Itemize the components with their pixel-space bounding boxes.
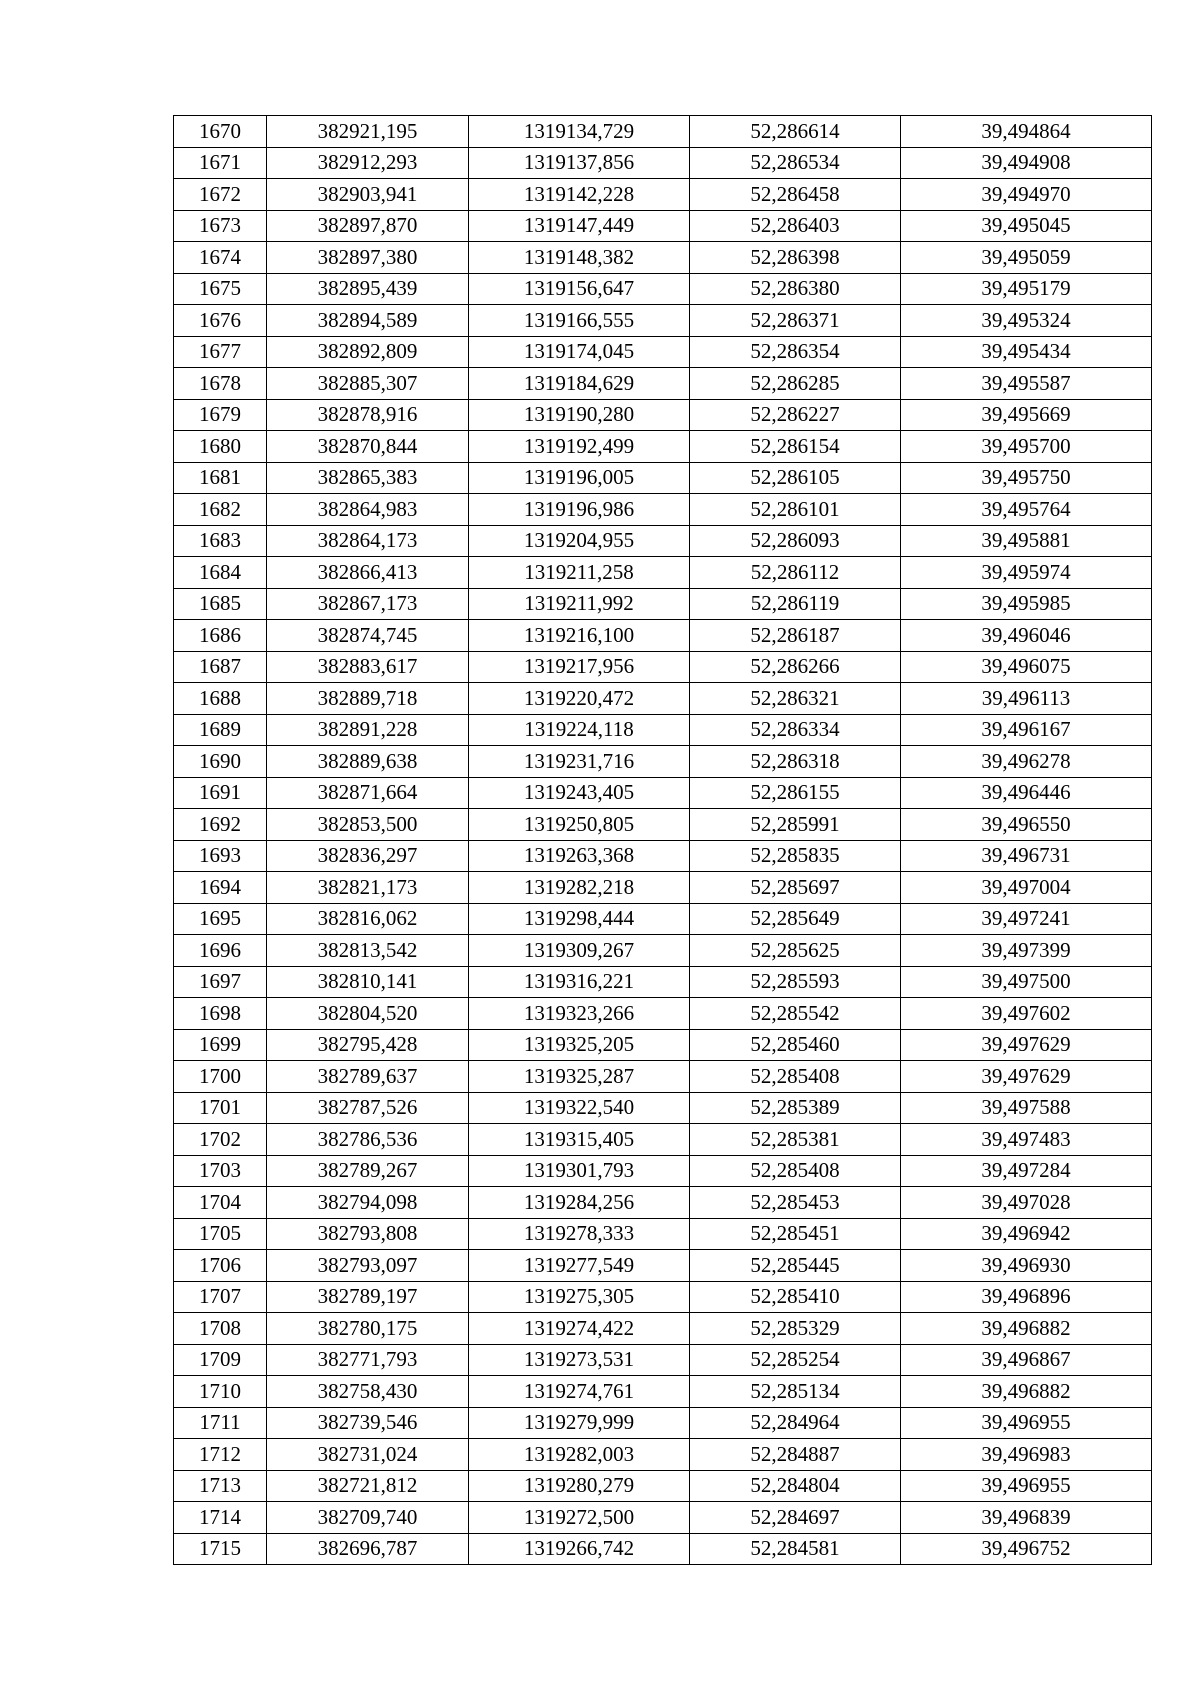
latitude-cell: 52,286614 — [690, 116, 901, 148]
latitude-cell: 52,285408 — [690, 1155, 901, 1187]
x-coordinate-cell: 382816,062 — [267, 903, 469, 935]
latitude-cell: 52,285381 — [690, 1124, 901, 1156]
y-coordinate-cell: 1319284,256 — [469, 1187, 690, 1219]
latitude-cell: 52,286154 — [690, 431, 901, 463]
table-row — [174, 872, 1152, 904]
longitude-cell: 39,496278 — [901, 746, 1152, 778]
longitude-cell: 39,496867 — [901, 1344, 1152, 1376]
x-coordinate-cell: 382867,173 — [267, 588, 469, 620]
latitude-cell: 52,285329 — [690, 1313, 901, 1345]
x-coordinate-cell: 382891,228 — [267, 714, 469, 746]
point-number-cell: 1714 — [174, 1502, 267, 1534]
longitude-cell: 39,497602 — [901, 998, 1152, 1030]
y-coordinate-cell: 1319301,793 — [469, 1155, 690, 1187]
table-row — [174, 1502, 1152, 1534]
y-coordinate-cell: 1319273,531 — [469, 1344, 690, 1376]
latitude-cell: 52,286119 — [690, 588, 901, 620]
latitude-cell: 52,285445 — [690, 1250, 901, 1282]
table-row — [174, 1470, 1152, 1502]
table-row — [174, 462, 1152, 494]
longitude-cell: 39,496446 — [901, 777, 1152, 809]
point-number-cell: 1681 — [174, 462, 267, 494]
latitude-cell: 52,286380 — [690, 273, 901, 305]
point-number-cell: 1682 — [174, 494, 267, 526]
table-row — [174, 1029, 1152, 1061]
longitude-cell: 39,496882 — [901, 1313, 1152, 1345]
table-row — [174, 273, 1152, 305]
y-coordinate-cell: 1319190,280 — [469, 399, 690, 431]
table-row — [174, 903, 1152, 935]
y-coordinate-cell: 1319275,305 — [469, 1281, 690, 1313]
latitude-cell: 52,285542 — [690, 998, 901, 1030]
point-number-cell: 1686 — [174, 620, 267, 652]
y-coordinate-cell: 1319277,549 — [469, 1250, 690, 1282]
y-coordinate-cell: 1319166,555 — [469, 305, 690, 337]
y-coordinate-cell: 1319192,499 — [469, 431, 690, 463]
table-row — [174, 368, 1152, 400]
y-coordinate-cell: 1319272,500 — [469, 1502, 690, 1534]
point-number-cell: 1708 — [174, 1313, 267, 1345]
point-number-cell: 1676 — [174, 305, 267, 337]
y-coordinate-cell: 1319322,540 — [469, 1092, 690, 1124]
x-coordinate-cell: 382895,439 — [267, 273, 469, 305]
x-coordinate-cell: 382696,787 — [267, 1533, 469, 1565]
point-number-cell: 1684 — [174, 557, 267, 589]
point-number-cell: 1671 — [174, 147, 267, 179]
point-number-cell: 1690 — [174, 746, 267, 778]
longitude-cell: 39,496930 — [901, 1250, 1152, 1282]
point-number-cell: 1711 — [174, 1407, 267, 1439]
latitude-cell: 52,284964 — [690, 1407, 901, 1439]
longitude-cell: 39,497399 — [901, 935, 1152, 967]
table-row — [174, 935, 1152, 967]
x-coordinate-cell: 382731,024 — [267, 1439, 469, 1471]
latitude-cell: 52,286403 — [690, 210, 901, 242]
y-coordinate-cell: 1319274,422 — [469, 1313, 690, 1345]
longitude-cell: 39,495764 — [901, 494, 1152, 526]
longitude-cell: 39,495179 — [901, 273, 1152, 305]
x-coordinate-cell: 382821,173 — [267, 872, 469, 904]
y-coordinate-cell: 1319266,742 — [469, 1533, 690, 1565]
point-number-cell: 1697 — [174, 966, 267, 998]
longitude-cell: 39,496983 — [901, 1439, 1152, 1471]
point-number-cell: 1696 — [174, 935, 267, 967]
coordinates-table — [173, 115, 1152, 1565]
latitude-cell: 52,285697 — [690, 872, 901, 904]
latitude-cell: 52,286458 — [690, 179, 901, 211]
table-row — [174, 305, 1152, 337]
longitude-cell: 39,494970 — [901, 179, 1152, 211]
y-coordinate-cell: 1319211,992 — [469, 588, 690, 620]
latitude-cell: 52,285410 — [690, 1281, 901, 1313]
x-coordinate-cell: 382866,413 — [267, 557, 469, 589]
table-row — [174, 998, 1152, 1030]
table-row — [174, 147, 1152, 179]
point-number-cell: 1691 — [174, 777, 267, 809]
x-coordinate-cell: 382878,916 — [267, 399, 469, 431]
y-coordinate-cell: 1319156,647 — [469, 273, 690, 305]
y-coordinate-cell: 1319137,856 — [469, 147, 690, 179]
y-coordinate-cell: 1319142,228 — [469, 179, 690, 211]
table-row — [174, 1439, 1152, 1471]
x-coordinate-cell: 382794,098 — [267, 1187, 469, 1219]
x-coordinate-cell: 382793,097 — [267, 1250, 469, 1282]
point-number-cell: 1679 — [174, 399, 267, 431]
latitude-cell: 52,285991 — [690, 809, 901, 841]
latitude-cell: 52,285835 — [690, 840, 901, 872]
longitude-cell: 39,496113 — [901, 683, 1152, 715]
x-coordinate-cell: 382786,536 — [267, 1124, 469, 1156]
x-coordinate-cell: 382836,297 — [267, 840, 469, 872]
longitude-cell: 39,496896 — [901, 1281, 1152, 1313]
latitude-cell: 52,285254 — [690, 1344, 901, 1376]
latitude-cell: 52,286321 — [690, 683, 901, 715]
table-row — [174, 116, 1152, 148]
x-coordinate-cell: 382865,383 — [267, 462, 469, 494]
x-coordinate-cell: 382874,745 — [267, 620, 469, 652]
point-number-cell: 1680 — [174, 431, 267, 463]
x-coordinate-cell: 382870,844 — [267, 431, 469, 463]
table-row — [174, 809, 1152, 841]
y-coordinate-cell: 1319243,405 — [469, 777, 690, 809]
x-coordinate-cell: 382789,267 — [267, 1155, 469, 1187]
longitude-cell: 39,495587 — [901, 368, 1152, 400]
y-coordinate-cell: 1319325,287 — [469, 1061, 690, 1093]
x-coordinate-cell: 382889,638 — [267, 746, 469, 778]
x-coordinate-cell: 382780,175 — [267, 1313, 469, 1345]
y-coordinate-cell: 1319211,258 — [469, 557, 690, 589]
table-row — [174, 1407, 1152, 1439]
longitude-cell: 39,496882 — [901, 1376, 1152, 1408]
latitude-cell: 52,286266 — [690, 651, 901, 683]
table-row — [174, 746, 1152, 778]
longitude-cell: 39,496550 — [901, 809, 1152, 841]
y-coordinate-cell: 1319309,267 — [469, 935, 690, 967]
table-row — [174, 1533, 1152, 1565]
latitude-cell: 52,285451 — [690, 1218, 901, 1250]
longitude-cell: 39,497284 — [901, 1155, 1152, 1187]
x-coordinate-cell: 382897,380 — [267, 242, 469, 274]
point-number-cell: 1694 — [174, 872, 267, 904]
table-row — [174, 1061, 1152, 1093]
y-coordinate-cell: 1319174,045 — [469, 336, 690, 368]
point-number-cell: 1702 — [174, 1124, 267, 1156]
y-coordinate-cell: 1319282,003 — [469, 1439, 690, 1471]
y-coordinate-cell: 1319148,382 — [469, 242, 690, 274]
point-number-cell: 1670 — [174, 116, 267, 148]
point-number-cell: 1689 — [174, 714, 267, 746]
longitude-cell: 39,496955 — [901, 1470, 1152, 1502]
latitude-cell: 52,285408 — [690, 1061, 901, 1093]
y-coordinate-cell: 1319224,118 — [469, 714, 690, 746]
point-number-cell: 1695 — [174, 903, 267, 935]
x-coordinate-cell: 382813,542 — [267, 935, 469, 967]
y-coordinate-cell: 1319278,333 — [469, 1218, 690, 1250]
x-coordinate-cell: 382853,500 — [267, 809, 469, 841]
latitude-cell: 52,286354 — [690, 336, 901, 368]
x-coordinate-cell: 382709,740 — [267, 1502, 469, 1534]
point-number-cell: 1713 — [174, 1470, 267, 1502]
x-coordinate-cell: 382793,808 — [267, 1218, 469, 1250]
x-coordinate-cell: 382871,664 — [267, 777, 469, 809]
longitude-cell: 39,497500 — [901, 966, 1152, 998]
x-coordinate-cell: 382758,430 — [267, 1376, 469, 1408]
table-row — [174, 494, 1152, 526]
longitude-cell: 39,496942 — [901, 1218, 1152, 1250]
longitude-cell: 39,495985 — [901, 588, 1152, 620]
x-coordinate-cell: 382771,793 — [267, 1344, 469, 1376]
y-coordinate-cell: 1319184,629 — [469, 368, 690, 400]
point-number-cell: 1672 — [174, 179, 267, 211]
x-coordinate-cell: 382739,546 — [267, 1407, 469, 1439]
point-number-cell: 1699 — [174, 1029, 267, 1061]
table-row — [174, 525, 1152, 557]
y-coordinate-cell: 1319250,805 — [469, 809, 690, 841]
table-row — [174, 777, 1152, 809]
y-coordinate-cell: 1319147,449 — [469, 210, 690, 242]
latitude-cell: 52,286534 — [690, 147, 901, 179]
latitude-cell: 52,284581 — [690, 1533, 901, 1565]
point-number-cell: 1683 — [174, 525, 267, 557]
point-number-cell: 1709 — [174, 1344, 267, 1376]
table-row — [174, 179, 1152, 211]
latitude-cell: 52,286101 — [690, 494, 901, 526]
longitude-cell: 39,494864 — [901, 116, 1152, 148]
point-number-cell: 1685 — [174, 588, 267, 620]
table-row — [174, 1218, 1152, 1250]
table-row — [174, 1376, 1152, 1408]
x-coordinate-cell: 382889,718 — [267, 683, 469, 715]
table-row — [174, 1250, 1152, 1282]
point-number-cell: 1673 — [174, 210, 267, 242]
table-row — [174, 1344, 1152, 1376]
y-coordinate-cell: 1319298,444 — [469, 903, 690, 935]
y-coordinate-cell: 1319204,955 — [469, 525, 690, 557]
y-coordinate-cell: 1319217,956 — [469, 651, 690, 683]
longitude-cell: 39,497241 — [901, 903, 1152, 935]
y-coordinate-cell: 1319280,279 — [469, 1470, 690, 1502]
y-coordinate-cell: 1319325,205 — [469, 1029, 690, 1061]
table-row — [174, 1155, 1152, 1187]
latitude-cell: 52,286371 — [690, 305, 901, 337]
x-coordinate-cell: 382787,526 — [267, 1092, 469, 1124]
point-number-cell: 1693 — [174, 840, 267, 872]
x-coordinate-cell: 382789,637 — [267, 1061, 469, 1093]
x-coordinate-cell: 382721,812 — [267, 1470, 469, 1502]
latitude-cell: 52,286334 — [690, 714, 901, 746]
x-coordinate-cell: 382921,195 — [267, 116, 469, 148]
point-number-cell: 1678 — [174, 368, 267, 400]
x-coordinate-cell: 382789,197 — [267, 1281, 469, 1313]
x-coordinate-cell: 382885,307 — [267, 368, 469, 400]
longitude-cell: 39,495974 — [901, 557, 1152, 589]
point-number-cell: 1692 — [174, 809, 267, 841]
y-coordinate-cell: 1319279,999 — [469, 1407, 690, 1439]
x-coordinate-cell: 382864,173 — [267, 525, 469, 557]
y-coordinate-cell: 1319274,761 — [469, 1376, 690, 1408]
point-number-cell: 1700 — [174, 1061, 267, 1093]
point-number-cell: 1677 — [174, 336, 267, 368]
point-number-cell: 1675 — [174, 273, 267, 305]
latitude-cell: 52,285453 — [690, 1187, 901, 1219]
longitude-cell: 39,497483 — [901, 1124, 1152, 1156]
longitude-cell: 39,496167 — [901, 714, 1152, 746]
latitude-cell: 52,285649 — [690, 903, 901, 935]
point-number-cell: 1705 — [174, 1218, 267, 1250]
longitude-cell: 39,495750 — [901, 462, 1152, 494]
longitude-cell: 39,497028 — [901, 1187, 1152, 1219]
latitude-cell: 52,286285 — [690, 368, 901, 400]
longitude-cell: 39,495700 — [901, 431, 1152, 463]
point-number-cell: 1688 — [174, 683, 267, 715]
latitude-cell: 52,286112 — [690, 557, 901, 589]
latitude-cell: 52,285389 — [690, 1092, 901, 1124]
x-coordinate-cell: 382810,141 — [267, 966, 469, 998]
table-row — [174, 210, 1152, 242]
longitude-cell: 39,497629 — [901, 1061, 1152, 1093]
x-coordinate-cell: 382897,870 — [267, 210, 469, 242]
table-row — [174, 399, 1152, 431]
longitude-cell: 39,497588 — [901, 1092, 1152, 1124]
latitude-cell: 52,285460 — [690, 1029, 901, 1061]
table-row — [174, 1281, 1152, 1313]
latitude-cell: 52,286187 — [690, 620, 901, 652]
point-number-cell: 1698 — [174, 998, 267, 1030]
latitude-cell: 52,285134 — [690, 1376, 901, 1408]
y-coordinate-cell: 1319196,005 — [469, 462, 690, 494]
y-coordinate-cell: 1319216,100 — [469, 620, 690, 652]
y-coordinate-cell: 1319282,218 — [469, 872, 690, 904]
latitude-cell: 52,285593 — [690, 966, 901, 998]
y-coordinate-cell: 1319263,368 — [469, 840, 690, 872]
y-coordinate-cell: 1319323,266 — [469, 998, 690, 1030]
longitude-cell: 39,496046 — [901, 620, 1152, 652]
longitude-cell: 39,496731 — [901, 840, 1152, 872]
table-row — [174, 966, 1152, 998]
x-coordinate-cell: 382912,293 — [267, 147, 469, 179]
longitude-cell: 39,495669 — [901, 399, 1152, 431]
y-coordinate-cell: 1319220,472 — [469, 683, 690, 715]
point-number-cell: 1704 — [174, 1187, 267, 1219]
point-number-cell: 1707 — [174, 1281, 267, 1313]
table-row — [174, 588, 1152, 620]
x-coordinate-cell: 382864,983 — [267, 494, 469, 526]
x-coordinate-cell: 382804,520 — [267, 998, 469, 1030]
table-row — [174, 840, 1152, 872]
table-row — [174, 557, 1152, 589]
coordinates-table-body — [174, 116, 1152, 1565]
point-number-cell: 1715 — [174, 1533, 267, 1565]
table-row — [174, 431, 1152, 463]
table-row — [174, 620, 1152, 652]
point-number-cell: 1703 — [174, 1155, 267, 1187]
longitude-cell: 39,496955 — [901, 1407, 1152, 1439]
table-row — [174, 1187, 1152, 1219]
point-number-cell: 1701 — [174, 1092, 267, 1124]
longitude-cell: 39,496075 — [901, 651, 1152, 683]
latitude-cell: 52,284804 — [690, 1470, 901, 1502]
table-row — [174, 1092, 1152, 1124]
latitude-cell: 52,286318 — [690, 746, 901, 778]
latitude-cell: 52,284887 — [690, 1439, 901, 1471]
table-row — [174, 1124, 1152, 1156]
latitude-cell: 52,286398 — [690, 242, 901, 274]
latitude-cell: 52,285625 — [690, 935, 901, 967]
longitude-cell: 39,495324 — [901, 305, 1152, 337]
latitude-cell: 52,286105 — [690, 462, 901, 494]
longitude-cell: 39,495045 — [901, 210, 1152, 242]
latitude-cell: 52,286155 — [690, 777, 901, 809]
table-row — [174, 683, 1152, 715]
longitude-cell: 39,497004 — [901, 872, 1152, 904]
longitude-cell: 39,495434 — [901, 336, 1152, 368]
longitude-cell: 39,495881 — [901, 525, 1152, 557]
x-coordinate-cell: 382894,589 — [267, 305, 469, 337]
point-number-cell: 1712 — [174, 1439, 267, 1471]
point-number-cell: 1674 — [174, 242, 267, 274]
y-coordinate-cell: 1319134,729 — [469, 116, 690, 148]
latitude-cell: 52,286093 — [690, 525, 901, 557]
point-number-cell: 1706 — [174, 1250, 267, 1282]
table-row — [174, 714, 1152, 746]
x-coordinate-cell: 382892,809 — [267, 336, 469, 368]
table-row — [174, 336, 1152, 368]
x-coordinate-cell: 382883,617 — [267, 651, 469, 683]
point-number-cell: 1710 — [174, 1376, 267, 1408]
y-coordinate-cell: 1319231,716 — [469, 746, 690, 778]
point-number-cell: 1687 — [174, 651, 267, 683]
x-coordinate-cell: 382903,941 — [267, 179, 469, 211]
y-coordinate-cell: 1319196,986 — [469, 494, 690, 526]
table-row — [174, 242, 1152, 274]
longitude-cell: 39,494908 — [901, 147, 1152, 179]
y-coordinate-cell: 1319316,221 — [469, 966, 690, 998]
longitude-cell: 39,496839 — [901, 1502, 1152, 1534]
latitude-cell: 52,284697 — [690, 1502, 901, 1534]
latitude-cell: 52,286227 — [690, 399, 901, 431]
y-coordinate-cell: 1319315,405 — [469, 1124, 690, 1156]
table-row — [174, 651, 1152, 683]
longitude-cell: 39,495059 — [901, 242, 1152, 274]
table-row — [174, 1313, 1152, 1345]
x-coordinate-cell: 382795,428 — [267, 1029, 469, 1061]
longitude-cell: 39,497629 — [901, 1029, 1152, 1061]
longitude-cell: 39,496752 — [901, 1533, 1152, 1565]
